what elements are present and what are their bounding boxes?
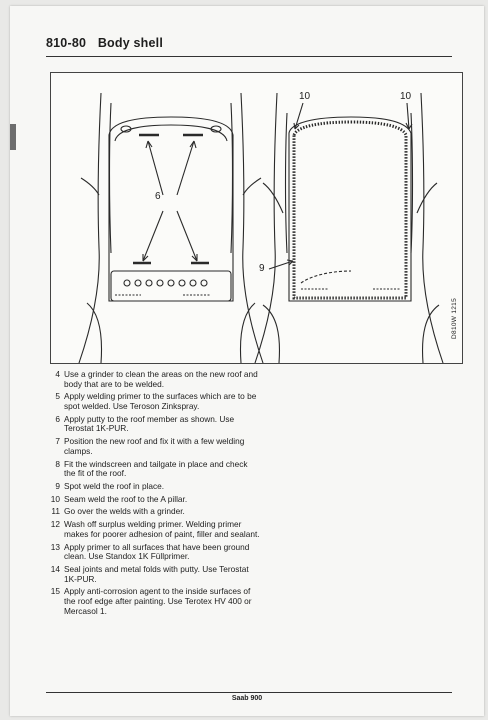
step-item: 6 Apply putty to the roof member as shown. Use Terostat 1K-PUR.: [55, 413, 235, 434]
left-roof-panel: [109, 117, 233, 301]
step-item: 13 Apply primer to all surfaces that have been ground clean. Use Standox 1K Füllprimer.: [50, 541, 250, 562]
right-body-outer-right: [421, 93, 443, 363]
footer-rule: [46, 692, 452, 693]
callout-6-arrows: [143, 141, 197, 261]
callout-6: 6: [155, 191, 161, 202]
step-item: 11 Go over the welds with a grinder.: [51, 506, 185, 517]
callout-9: 9: [259, 263, 265, 274]
step-item: 7 Position the new roof and fix it with a few welding clamps.: [55, 436, 245, 456]
weld-seam-dotted: [294, 122, 406, 298]
callout-10-right: 10: [400, 91, 412, 102]
step-item: 12 Wash off surplus welding primer. Welding primer makes for poorer adhesion of paint, filler and sealant.: [50, 519, 260, 539]
callout-10-left: 10: [299, 91, 311, 102]
section-number: 810-80: [46, 36, 87, 50]
roof-diagram: [50, 72, 463, 364]
step-item: 15 Apply anti-corrosion agent to the inside surfaces of the roof edge after painting. Use Terotex HV 400 or Mercasol 1.: [50, 586, 252, 616]
right-body-outer-left: [255, 93, 277, 363]
manual-page: [10, 6, 484, 716]
page-header: [46, 36, 446, 50]
step-item: 10 Seam weld the roof to the A pillar.: [50, 493, 188, 504]
rear-vent-holes: [124, 280, 207, 286]
page-edge-mark: [10, 124, 16, 150]
figure-code: D810W 1215: [451, 298, 458, 339]
step-item: 4 Use a grinder to clean the areas on the new roof and body that are to be welded.: [55, 369, 258, 389]
left-body-outer-right: [241, 93, 263, 363]
step-item: 9 Spot weld the roof in place.: [55, 480, 165, 491]
left-body-outer-left: [79, 93, 101, 363]
roof-diagram-drawing: [51, 73, 462, 363]
step-item: 14 Seal joints and metal folds with putty. Use Terostat 1K-PUR.: [50, 563, 249, 584]
instruction-steps: [50, 370, 260, 619]
step-item: 5 Apply welding primer to the surfaces which are to be spot welded. Use Teroson Zinkspray.: [55, 391, 257, 411]
step-item: 8 Fit the windscreen and tailgate in place and check the fit of the roof.: [55, 458, 248, 479]
footer-model: Saab 900: [231, 695, 263, 702]
section-title: Body shell: [97, 36, 164, 50]
header-rule: [46, 56, 452, 57]
